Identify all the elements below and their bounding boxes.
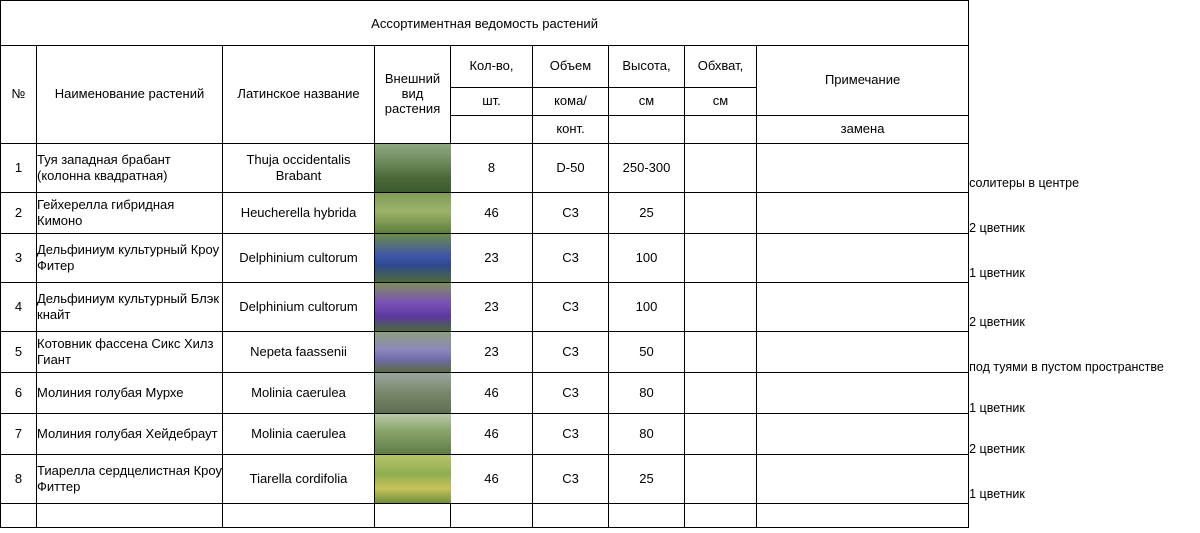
cell-plant-name: Молиния голубая Мурхе: [37, 373, 223, 414]
header-girth: Обхват,: [685, 46, 757, 88]
nepeta-photo: [375, 332, 451, 372]
thuja-hedge-photo: [375, 144, 451, 192]
cell-quantity: 23: [451, 234, 533, 283]
cell-volume: С3: [533, 414, 609, 455]
header-note: Примечание: [757, 46, 969, 116]
header-note-sub: замена: [757, 116, 969, 144]
replacement-text: 1 цветник: [969, 265, 1025, 280]
empty-latin: [223, 504, 375, 528]
cell-note: [757, 283, 969, 332]
header-volume-unit2: конт.: [533, 116, 609, 144]
cell-note: [757, 234, 969, 283]
cell-height: 25: [609, 193, 685, 234]
cell-height: 80: [609, 373, 685, 414]
table-row: [1, 144, 1200, 193]
header-num: №: [1, 46, 37, 144]
cell-replacement: [969, 283, 1200, 332]
title-row: [1, 1, 1200, 46]
heucherella-photo: [375, 193, 451, 233]
cell-note: [757, 455, 969, 504]
header-volume: Объем: [533, 46, 609, 88]
cell-plant-image: [375, 373, 451, 414]
cell-quantity: 23: [451, 332, 533, 373]
cell-replacement: [969, 373, 1200, 414]
cell-plant-name: Тиарелла сердцелистная Кроу Фиттер: [37, 455, 223, 504]
empty-replace: [969, 504, 1200, 528]
header-qty: Кол-во,: [451, 46, 533, 88]
cell-latin-name: Delphinium cultorum: [223, 283, 375, 332]
cell-girth: [685, 455, 757, 504]
header-appearance: Внешний вид растения: [375, 46, 451, 144]
header-spacer-2: [969, 88, 1200, 116]
cell-plant-image: [375, 144, 451, 193]
empty-note: [757, 504, 969, 528]
cell-height: 100: [609, 234, 685, 283]
empty-name: [37, 504, 223, 528]
empty-img: [375, 504, 451, 528]
cell-plant-name: Молиния голубая Хейдебраут: [37, 414, 223, 455]
cell-latin-name: Molinia caerulea: [223, 414, 375, 455]
replacement-text: 1 цветник: [969, 486, 1025, 501]
cell-quantity: 46: [451, 414, 533, 455]
cell-height: 50: [609, 332, 685, 373]
replacement-text: под туями в пустом пространстве: [969, 359, 1164, 374]
cell-latin-name: Tiarella cordifolia: [223, 455, 375, 504]
cell-height: 25: [609, 455, 685, 504]
cell-plant-image: [375, 332, 451, 373]
empty-girth: [685, 504, 757, 528]
table-row: [1, 455, 1200, 504]
cell-num: 8: [1, 455, 37, 504]
cell-volume: С3: [533, 234, 609, 283]
replacement-text: 2 цветник: [969, 314, 1025, 329]
header-name: Наименование растений: [37, 46, 223, 144]
header-row-main: [1, 46, 1200, 88]
cell-replacement: [969, 234, 1200, 283]
header-height-blank: [609, 116, 685, 144]
cell-girth: [685, 283, 757, 332]
empty-num: [1, 504, 37, 528]
cell-girth: [685, 144, 757, 193]
cell-quantity: 46: [451, 193, 533, 234]
cell-note: [757, 373, 969, 414]
replacement-text: 1 цветник: [969, 400, 1025, 415]
cell-plant-image: [375, 234, 451, 283]
table-row: [1, 332, 1200, 373]
cell-girth: [685, 373, 757, 414]
cell-replacement: [969, 414, 1200, 455]
cell-latin-name: Delphinium cultorum: [223, 234, 375, 283]
header-height: Высота,: [609, 46, 685, 88]
header-spacer-3: [969, 116, 1200, 144]
cell-plant-name: Котовник фассена Сикс Хилз Гиант: [37, 332, 223, 373]
cell-note: [757, 332, 969, 373]
table-row-empty: [1, 504, 1200, 528]
cell-quantity: 8: [451, 144, 533, 193]
cell-volume: С3: [533, 332, 609, 373]
cell-replacement: [969, 455, 1200, 504]
cell-height: 100: [609, 283, 685, 332]
replacement-text: 2 цветник: [969, 220, 1025, 235]
cell-num: 5: [1, 332, 37, 373]
cell-latin-name: Heucherella hybrida: [223, 193, 375, 234]
table-body: [1, 144, 1200, 504]
title-spacer: [969, 1, 1200, 46]
header-volume-unit: кома/: [533, 88, 609, 116]
replacement-text: 2 цветник: [969, 441, 1025, 456]
cell-volume: С3: [533, 193, 609, 234]
header-qty-unit: шт.: [451, 88, 533, 116]
cell-plant-image: [375, 283, 451, 332]
table-row: [1, 283, 1200, 332]
tiarella-photo: [375, 455, 451, 503]
cell-girth: [685, 234, 757, 283]
cell-volume: D-50: [533, 144, 609, 193]
cell-plant-image: [375, 455, 451, 504]
delphinium-blue-photo: [375, 234, 451, 282]
empty-qty: [451, 504, 533, 528]
replacement-text: солитеры в центре: [969, 175, 1080, 190]
cell-quantity: 46: [451, 373, 533, 414]
cell-plant-name: Гейхерелла гибридная Кимоно: [37, 193, 223, 234]
cell-plant-image: [375, 414, 451, 455]
cell-plant-name: Дельфиниум культурный Кроу Фитер: [37, 234, 223, 283]
cell-num: 1: [1, 144, 37, 193]
cell-num: 3: [1, 234, 37, 283]
cell-latin-name: Nepeta faassenii: [223, 332, 375, 373]
table-row: [1, 373, 1200, 414]
cell-latin-name: Molinia caerulea: [223, 373, 375, 414]
header-girth-blank: [685, 116, 757, 144]
cell-volume: С3: [533, 283, 609, 332]
empty-vol: [533, 504, 609, 528]
cell-note: [757, 414, 969, 455]
cell-height: 80: [609, 414, 685, 455]
cell-num: 7: [1, 414, 37, 455]
cell-volume: С3: [533, 373, 609, 414]
cell-girth: [685, 414, 757, 455]
cell-volume: С3: [533, 455, 609, 504]
molinia-grass-photo: [375, 373, 451, 413]
cell-quantity: 46: [451, 455, 533, 504]
molinia-field-photo: [375, 414, 451, 454]
cell-replacement: [969, 332, 1200, 373]
cell-num: 4: [1, 283, 37, 332]
cell-num: 2: [1, 193, 37, 234]
table-row: [1, 234, 1200, 283]
delphinium-violet-photo: [375, 283, 451, 331]
header-qty-blank: [451, 116, 533, 144]
cell-girth: [685, 193, 757, 234]
cell-replacement: [969, 193, 1200, 234]
cell-quantity: 23: [451, 283, 533, 332]
empty-height: [609, 504, 685, 528]
cell-num: 6: [1, 373, 37, 414]
cell-plant-name: Дельфиниум культурный Блэк кнайт: [37, 283, 223, 332]
header-latin: Латинское название: [223, 46, 375, 144]
header-girth-unit: см: [685, 88, 757, 116]
header-spacer-1: [969, 46, 1200, 88]
cell-latin-name: Thuja occidentalis Brabant: [223, 144, 375, 193]
cell-girth: [685, 332, 757, 373]
cell-note: [757, 144, 969, 193]
cell-note: [757, 193, 969, 234]
cell-plant-image: [375, 193, 451, 234]
cell-plant-name: Туя западная брабант (колонна квадратная): [37, 144, 223, 193]
table-row: [1, 414, 1200, 455]
cell-replacement: [969, 144, 1200, 193]
page-title: Ассортиментная ведомость растений: [1, 1, 969, 46]
cell-height: 250-300: [609, 144, 685, 193]
table-row: [1, 193, 1200, 234]
header-height-unit: см: [609, 88, 685, 116]
